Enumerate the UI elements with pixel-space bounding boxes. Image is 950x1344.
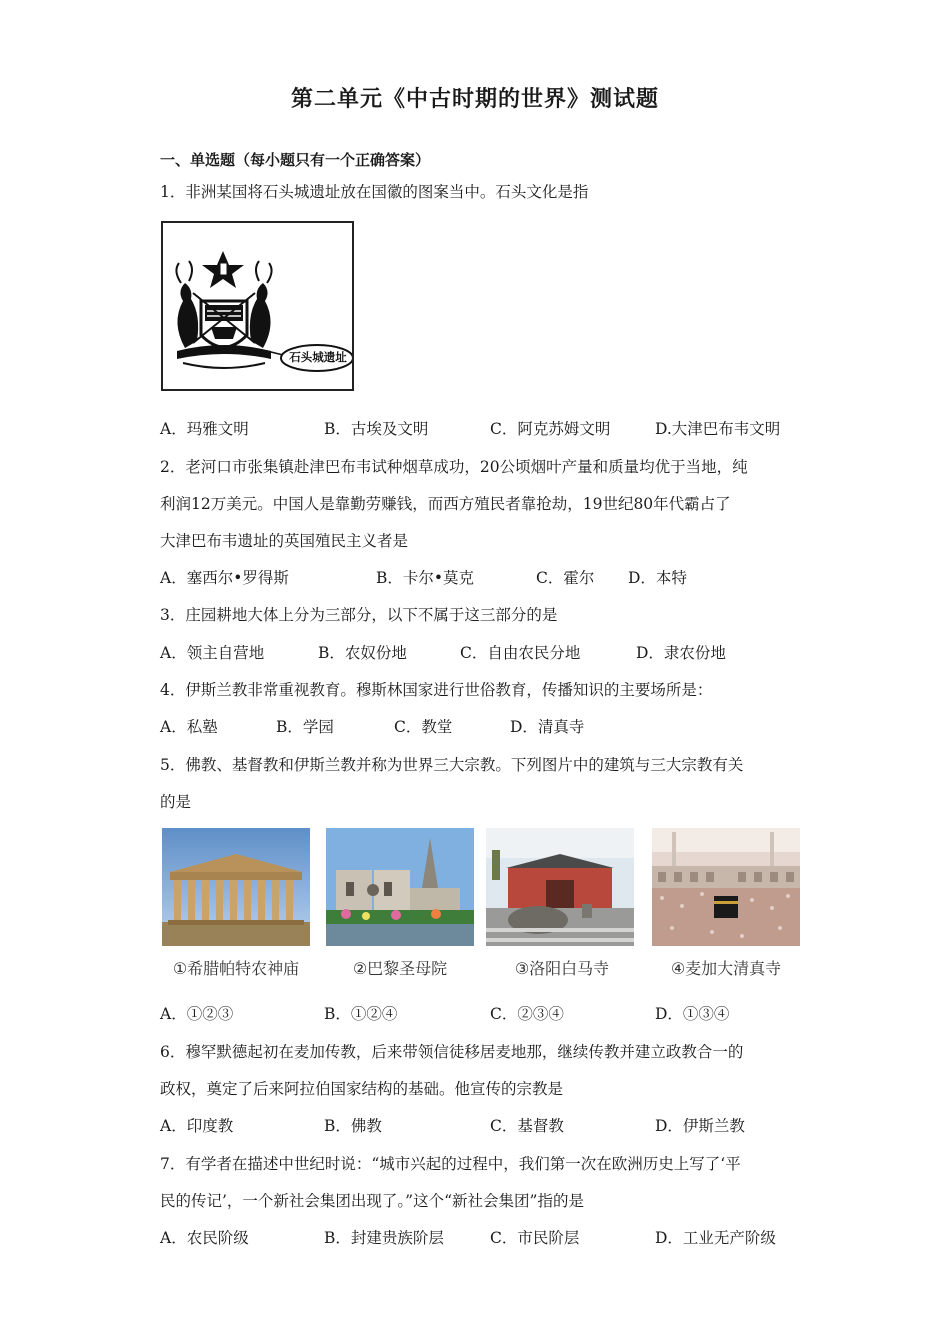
q6-option-b[interactable]: B．佛教 bbox=[324, 1117, 382, 1135]
q1-option-b[interactable]: B．古埃及文明 bbox=[324, 420, 429, 438]
q7-option-d[interactable]: D．工业无产阶级 bbox=[655, 1229, 776, 1247]
q6-option-a[interactable]: A．印度教 bbox=[160, 1117, 234, 1135]
q3-option-d[interactable]: D．隶农份地 bbox=[636, 644, 726, 662]
question-1-text: 1．非洲某国将石头城遗址放在国徽的图案当中。石头文化是指 bbox=[160, 183, 589, 201]
question-5-options bbox=[160, 1002, 800, 1024]
emblem-label: 石头城遗址 bbox=[289, 350, 347, 364]
q2-option-b[interactable]: B．卡尔•莫克 bbox=[376, 569, 475, 587]
q7-option-b[interactable]: B．封建贵族阶层 bbox=[324, 1229, 444, 1247]
notre-dame-photo bbox=[326, 828, 474, 946]
q5-option-d[interactable]: D．①③④ bbox=[655, 1005, 730, 1023]
question-4-options bbox=[160, 715, 800, 737]
q1-option-a[interactable]: A．玛雅文明 bbox=[160, 420, 249, 438]
caption-mecca-mosque: ④麦加大清真寺 bbox=[670, 959, 782, 978]
question-2-line-1: 2．老河口市张集镇赴津巴布韦试种烟草成功，20公顷烟叶产量和质量均优于当地，纯 bbox=[160, 458, 748, 476]
q6-option-d[interactable]: D．伊斯兰教 bbox=[655, 1117, 745, 1135]
page-title: 第二单元《中古时期的世界》测试题 bbox=[290, 87, 659, 112]
question-6-line-1: 6．穆罕默德起初在麦加传教，后来带领信徒移居麦地那，继续传教并建立政教合一的 bbox=[160, 1043, 744, 1061]
q4-option-d[interactable]: D．清真寺 bbox=[510, 718, 585, 736]
q7-option-a[interactable]: A．农民阶级 bbox=[160, 1229, 249, 1247]
zimbabwe-emblem-image bbox=[161, 221, 354, 391]
mecca-mosque-photo bbox=[652, 828, 800, 946]
question-7-line-2: 民的传记’，一个新社会集团出现了。”这个“新社会集团”指的是 bbox=[160, 1192, 584, 1210]
question-6-line-2: 政权，奠定了后来阿拉伯国家结构的基础。他宣传的宗教是 bbox=[160, 1080, 564, 1098]
white-horse-temple-photo bbox=[486, 828, 634, 946]
q7-option-c[interactable]: C．市民阶层 bbox=[490, 1229, 580, 1247]
q1-option-d[interactable]: D.大津巴布韦文明 bbox=[655, 420, 781, 438]
q5-option-a[interactable]: A．①②③ bbox=[160, 1005, 234, 1023]
section-heading: 一、单选题（每小题只有一个正确答案） bbox=[160, 151, 431, 169]
q2-option-c[interactable]: C．霍尔 bbox=[536, 569, 595, 587]
q5-option-c[interactable]: C．②③④ bbox=[490, 1005, 564, 1023]
question-2-options bbox=[160, 566, 800, 588]
q1-option-c[interactable]: C．阿克苏姆文明 bbox=[490, 420, 611, 438]
question-5-line-2: 的是 bbox=[160, 793, 192, 811]
q5-option-b[interactable]: B．①②④ bbox=[324, 1005, 398, 1023]
q4-option-a[interactable]: A．私塾 bbox=[160, 718, 218, 736]
q3-option-c[interactable]: C．自由农民分地 bbox=[460, 644, 581, 662]
caption-notre-dame: ②巴黎圣母院 bbox=[352, 959, 448, 978]
question-7-line-1: 7．有学者在描述中世纪时说：“城市兴起的过程中，我们第一次在欧洲历史上写了‘平 bbox=[160, 1155, 741, 1173]
q4-option-c[interactable]: C．教堂 bbox=[394, 718, 453, 736]
q4-option-b[interactable]: B．学园 bbox=[276, 718, 334, 736]
q6-option-c[interactable]: C．基督教 bbox=[490, 1117, 564, 1135]
caption-white-horse-temple: ③洛阳白马寺 bbox=[514, 959, 610, 978]
q2-option-d[interactable]: D．本特 bbox=[628, 569, 687, 587]
question-4-text: 4．伊斯兰教非常重视教育。穆斯林国家进行世俗教育，传播知识的主要场所是： bbox=[160, 681, 713, 699]
question-2-line-2: 利润12万美元。中国人是靠勤劳赚钱，而西方殖民者靠抢劫，19世纪80年代霸占了 bbox=[160, 495, 731, 513]
question-3-text: 3．庄园耕地大体上分为三部分，以下不属于这三部分的是 bbox=[160, 606, 558, 624]
question-1-options bbox=[160, 417, 800, 439]
q3-option-b[interactable]: B．农奴份地 bbox=[318, 644, 407, 662]
religious-buildings-photos bbox=[160, 828, 800, 988]
question-6-options bbox=[160, 1114, 800, 1136]
question-7-options bbox=[160, 1226, 800, 1248]
question-3-options bbox=[160, 641, 800, 663]
question-2-line-3: 大津巴布韦遗址的英国殖民主义者是 bbox=[160, 532, 409, 550]
q2-option-a[interactable]: A．塞西尔•罗得斯 bbox=[160, 569, 289, 587]
q3-option-a[interactable]: A．领主自营地 bbox=[160, 644, 265, 662]
question-5-line-1: 5．佛教、基督教和伊斯兰教并称为世界三大宗教。下列图片中的建筑与三大宗教有关 bbox=[160, 756, 744, 774]
caption-parthenon: ①希腊帕特农神庙 bbox=[172, 959, 300, 978]
parthenon-photo bbox=[162, 828, 310, 946]
